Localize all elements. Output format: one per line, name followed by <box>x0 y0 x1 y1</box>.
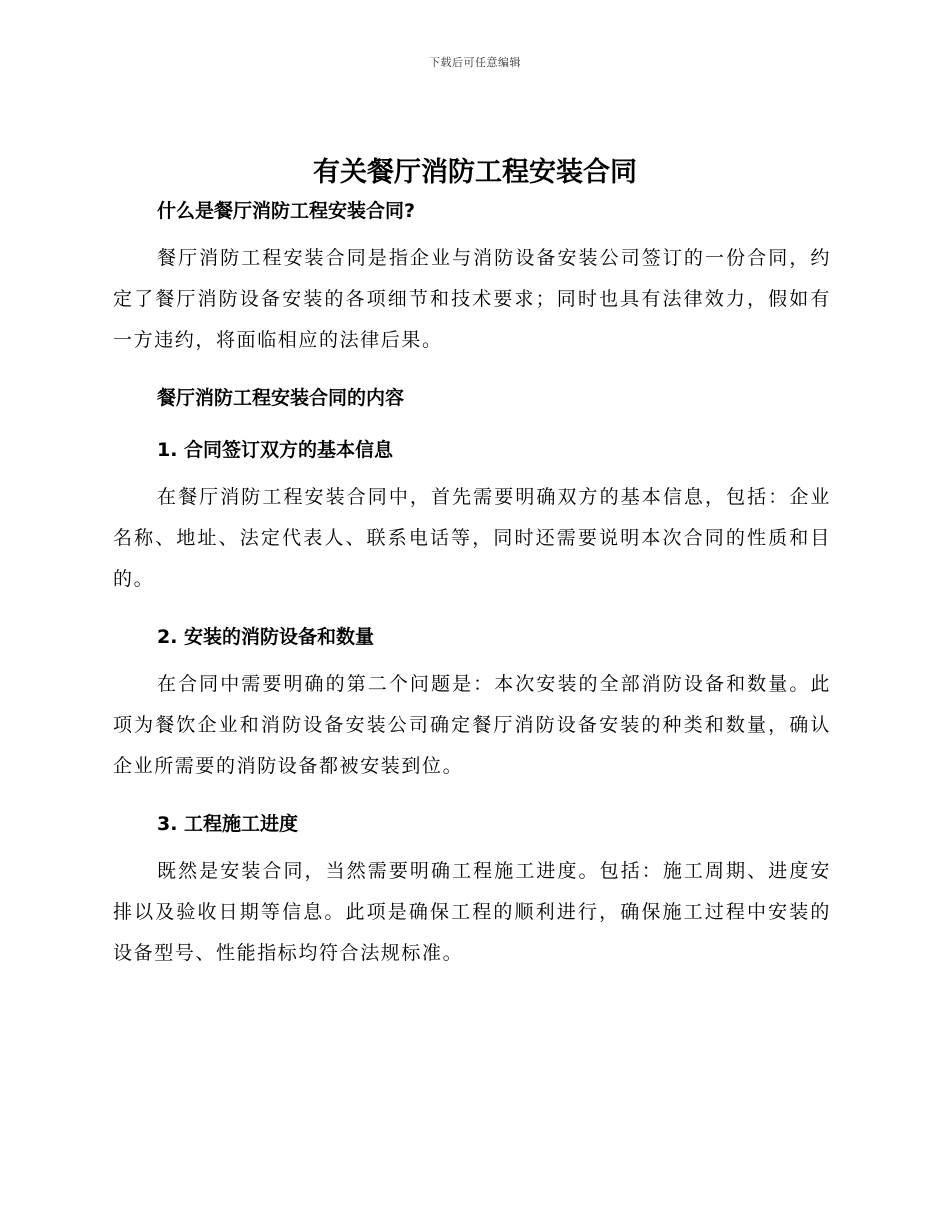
section-heading-what-is: 什么是餐厅消防工程安装合同? <box>157 200 416 222</box>
section-paragraph-what-is: 餐厅消防工程安装合同是指企业与消防设备安装公司签订的一份合同，约定了餐厅消防设备安装的各项细节和技术要求；同时也具有法律效力，假如有一方违约，将面临相应的法律后果。 <box>113 247 831 351</box>
section-paragraph-basic-info: 在餐厅消防工程安装合同中，首先需要明确双方的基本信息，包括：企业名称、地址、法定代表人、联系电话等，同时还需要说明本次合同的性质和目的。 <box>113 486 831 590</box>
section-heading-basic-info: 1. 合同签订双方的基本信息 <box>157 439 394 461</box>
section-heading-schedule: 3. 工程施工进度 <box>157 813 299 835</box>
section-paragraph-equipment: 在合同中需要明确的第二个问题是：本次安装的全部消防设备和数量。此项为餐饮企业和消防设备安装公司确定餐厅消防设备安装的种类和数量，确认企业所需要的消防设备都被安装到位。 <box>113 673 831 777</box>
section-heading-equipment: 2. 安装的消防设备和数量 <box>157 626 375 648</box>
document-body <box>113 196 831 974</box>
document-title: 有关餐厅消防工程安装合同 <box>313 157 637 188</box>
header-note: 下载后可任意编辑 <box>429 56 521 69</box>
section-paragraph-schedule: 既然是安装合同，当然需要明确工程施工进度。包括：施工周期、进度安排以及验收日期等信息。此项是确保工程的顺利进行，确保施工过程中安装的设备型号、性能指标均符合法规标准。 <box>113 860 831 964</box>
section-heading-contents: 餐厅消防工程安装合同的内容 <box>157 387 405 409</box>
